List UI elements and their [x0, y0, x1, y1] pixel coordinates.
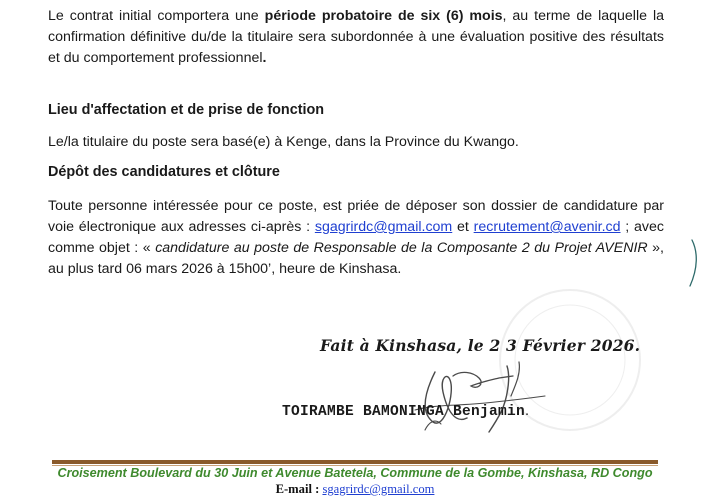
- signatory-name-text: TOIRAMBE BAMONINGA Benjamin: [282, 404, 526, 420]
- footer-rule: [52, 460, 658, 464]
- signatory-period: .: [525, 403, 530, 419]
- margin-pen-mark: [686, 238, 702, 288]
- depot-text-1: Toute personne intéressée pour ce poste, est priée de déposer son dossier de candidature par voie électronique aux adresses ci-après :: [48, 198, 664, 235]
- probation-text-start: Le contrat initial comportera une: [48, 8, 265, 24]
- lieu-heading: Lieu d'affectation et de prise de fonction: [48, 102, 325, 118]
- footer-email-line: [52, 482, 658, 497]
- probation-period: .: [262, 50, 267, 66]
- handwritten-signature: [395, 352, 555, 442]
- depot-text-4: », au plus tard 06 mars 2026 à 15h00’, heure de Kinshasa.: [48, 240, 664, 277]
- depot-text-3: ; avec comme objet : «: [48, 219, 664, 256]
- place-date: Fait à Kinshasa, le 2 3 Février 2026.: [320, 336, 641, 355]
- email-link-sgagrirdc[interactable]: sgagrirdc@gmail.com: [314, 219, 453, 235]
- probation-text-end: , au terme de laquelle la confirmation définitive du/de la titulaire sera subordonnée à une évaluation positive des résultats et du comportement professionnel: [48, 8, 664, 66]
- footer-email-label: E-mail :: [275, 482, 320, 496]
- footer-address: Croisement Boulevard du 30 Juin et Avenue Batetela, Commune de la Gombe, Kinshasa, RD Congo: [57, 466, 653, 480]
- depot-text-2: et: [452, 219, 474, 235]
- probation-bold: période probatoire de six (6) mois: [264, 8, 503, 24]
- signatory-name: [282, 403, 529, 420]
- lieu-paragraph: Le/la titulaire du poste sera basé(e) à Kenge, dans la Province du Kwango.: [48, 134, 519, 150]
- probation-paragraph: [48, 6, 664, 69]
- footer-email-link[interactable]: sgagrirdc@gmail.com: [322, 482, 435, 496]
- depot-heading: Dépôt des candidatures et clôture: [48, 164, 280, 180]
- email-link-recrutement[interactable]: recrutement@avenir.cd: [473, 219, 621, 235]
- depot-paragraph: [48, 196, 664, 280]
- depot-subject: candidature au poste de Responsable de la Composante 2 du Projet AVENIR: [155, 240, 648, 256]
